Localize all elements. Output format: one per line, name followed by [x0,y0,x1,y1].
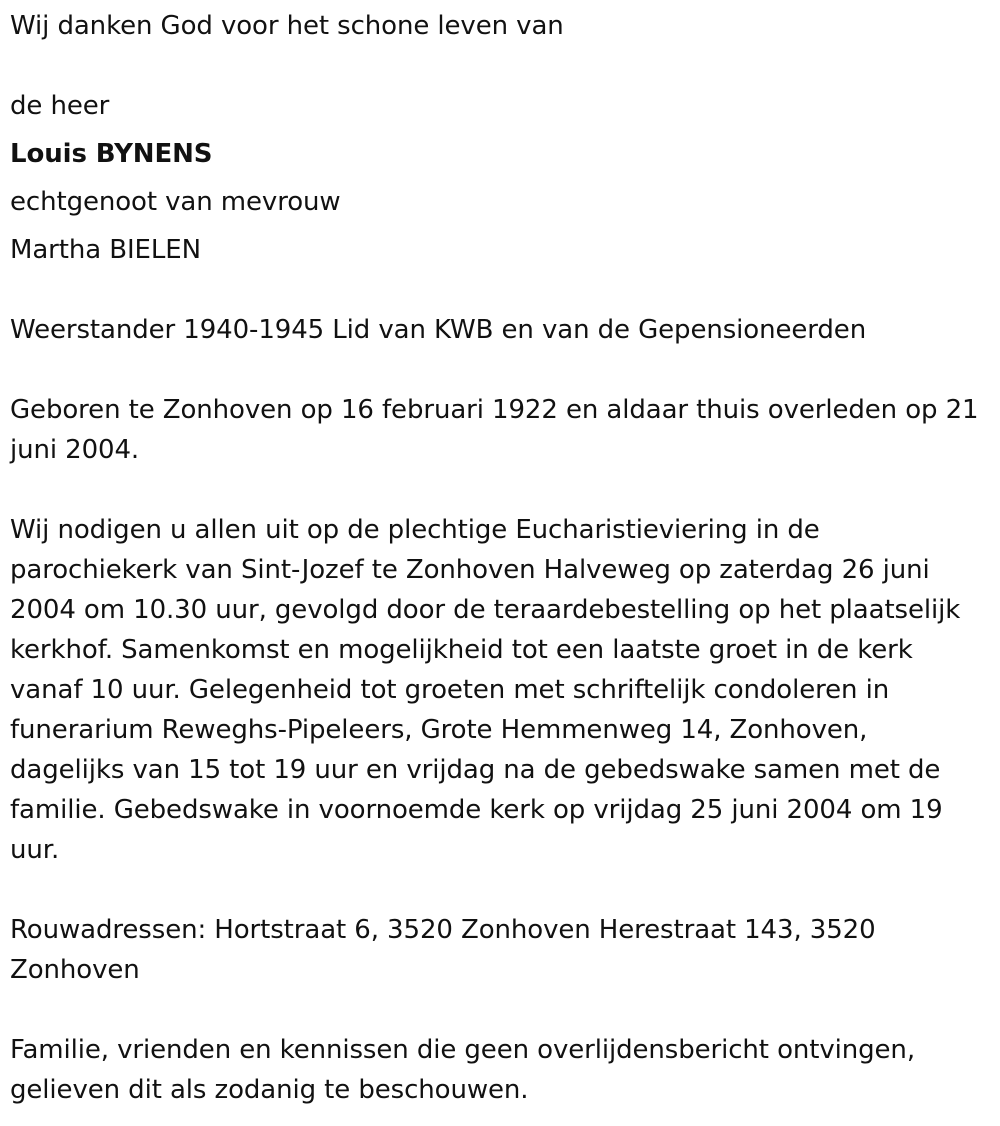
funeral-line: familie. Gebedswake in voornoemde kerk op vrijdag 25 juni 2004 om 19 [10,795,943,825]
funeral-line: 2004 om 10.30 uur, gevolgd door de teraardebestelling op het plaatselijk [10,595,961,625]
funeral-line: parochiekerk van Sint-Jozef te Zonhoven Halveweg op zaterdag 26 juni [10,555,930,585]
funeral-line: uur. [10,835,60,865]
spouse-name: Martha BIELEN [10,235,201,265]
closing-line: Familie, vrienden en kennissen die geen overlijdensbericht ontvingen, [10,1035,915,1065]
affiliations: Weerstander 1940-1945 Lid van KWB en van de Gepensioneerden [10,315,867,345]
closing-line: gelieven dit als zodanig te beschouwen. [10,1075,529,1105]
funeral-line: vanaf 10 uur. Gelegenheid tot groeten met schriftelijk condoleren in [10,675,890,705]
address-line: Zonhoven [10,955,140,985]
honorific: de heer [10,91,110,121]
birth-death-paragraph: Geboren te Zonhoven op 16 februari 1922 en aldaar thuis overleden op 21 juni 2004. [10,395,979,465]
spouse-relation: echtgenoot van mevrouw [10,187,341,217]
address-line: Rouwadressen: Hortstraat 6, 3520 Zonhoven Herestraat 143, 3520 [10,915,876,945]
funeral-line: dagelijks van 15 tot 19 uur en vrijdag na de gebedswake samen met de [10,755,941,785]
funeral-line: Wij nodigen u allen uit op de plechtige Eucharistieviering in de [10,515,820,545]
opening-line: Wij danken God voor het schone leven van [10,11,564,41]
funeral-line: kerkhof. Samenkomst en mogelijkheid tot een laatste groet in de kerk [10,635,913,665]
funeral-line: funerarium Reweghs-Pipeleers, Grote Hemmenweg 14, Zonhoven, [10,715,868,745]
deceased-name: Louis BYNENS [10,139,213,169]
